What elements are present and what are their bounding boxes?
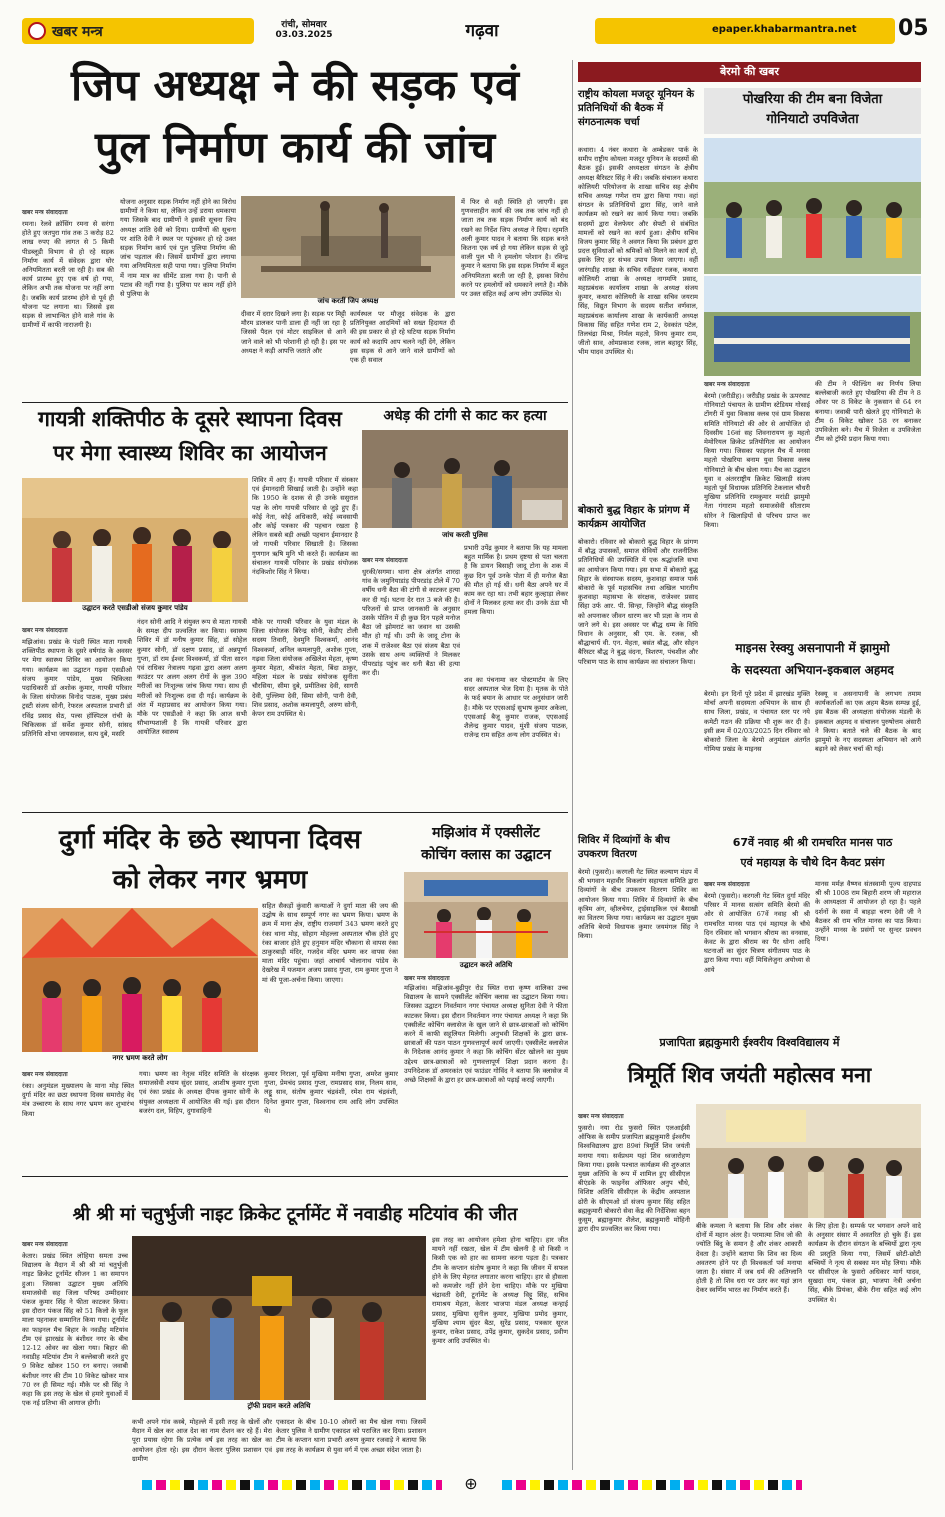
lead-col4: कार्यस्थल पर मौजूद संवेदक के द्वारा प्रतिनियुक्त आदमियों को सख्त हिदायत दी की इस प्रकार से हो रहे घटिया सड़क निर्माण कार्य को कदापि आप चलने नहीं देंगे, लेकिन इस सड़क से आने जाने वाले ग्रामीणों को एक ही सवाल (350, 310, 455, 365)
coaching-headline-line1: मझिआंव में एक्सीलेंट (432, 825, 540, 841)
lead-col1: रमना। रेलवे क्रॉसिंग रमना से सरंगा होते हुए जतपुरा गांव तक 3 करोड़ 82 लाख रुपए की लागत से 5 किमी पीडब्लूडी विभाग से हो रहे सड़क निर्माण कार्य में संवेदक द्वारा घोर अनियमितता बरती जा रही है। सब की कार्य प्रारम्भ हुए एक वर्ष हो गया, लेकिन अभी तक योजना पर नहीं लगा है। जबकि कार्य प्रारम्भ होने से पूर्व ही योजना पट लगाना था। जिससे इस सड़क से लाभान्वित होने वाले गांव के ग्रामीणों में काफी नाराजगी है। (22, 220, 114, 330)
murder-photo-caption: जांच करती पुलिस (442, 531, 488, 539)
coaching-headline-line2: कोचिंग क्लास का उद्घाटन (421, 847, 551, 863)
lead-photo-caption: जांच करतीं जिप अध्यक्ष (317, 297, 379, 305)
divider (22, 1176, 568, 1177)
page-number: 05 (898, 16, 929, 41)
gayatri-byline: खबर मन्त्र संवाददाता (22, 627, 68, 634)
jhamumo-text2: रेस्क्यू व असनापानी के लगभग तमाम कार्यकर्ताओं का एक अहम बैठक सम्पन्न हुई, इस बैठक की अध्यक्षता संयोजक मंडली के इकबाल अहमद व संचालन पुरुषोत्तम अंसारी ने किया। बताते चले की बैठक के बाद झामुमो के नए सदस्यता अभियान को आगे बढ़ाने को लेकर चर्चा की गई। (815, 690, 921, 754)
manas-byline: खबर मन्त्र संवाददाता (704, 881, 750, 888)
murder-col2: प्रभारी उपेंद्र कुमार ने बताया कि यह मामला बहुत मार्मिक है। प्रथम दृष्टया से पता चलता है कि डायन बिसाही जादू टोना के शक में कुछ दिन पूर्व उनके पोता में ही मनोज बैठा की मौत हो गई थी। धनी बैठा अपने घर में काम कर रहा था। तभी बहार कुल्हाड़ा लेकर दोनों ने मिलकर हत्या कर दी। उनके ठंडा भी हमला किया। (464, 544, 568, 617)
gayatri-photo-caption: उद्घाटन करते एसडीओ संजय कुमार पांडेय (82, 604, 188, 612)
gayatri-headline-line1: गायत्री शक्तिपीठ के दूसरे स्थापना दिवस (38, 407, 342, 431)
coaching-col1: मझिआंव। मझिआंव-बुढ़ीपुर रोड स्थित राधा कृष्ण वालिका उच्च विद्यालय के सामने एक्सीलेंट कोचिंग क्लास का उद्घाटन किया गया। जिसका उद्घाटन निवर्तमान नगर पंचायत अध्यक्ष सुनिता देवी ने फीता काटकर किया। इस दौरान निवर्तमान नगर पंचायत अध्यक्ष ने कहा कि एक्सीलेंट कोचिंग क्लासेज के खुल जाने से छात्र-छात्राओं को कोचिंग करने में काफी सहूलियत मिलेगी। अनुभवी शिक्षकों के द्वारा छात्र-छात्राओं की पठन पाठन गुणवत्तापूर्ण कार्य जाएगी। एक्सीलेंट क्लासेज के निदेशक आनंद कुमार ने कहा कि कोचिंग सेंटर खोलने का मुख्य उद्देश्य छात्र-छात्राओं को गुणवत्तापूर्ण शिक्षा प्रदान करना है। उपनिदेशक डॉ अमरकांत एवं फाउंडर गोविंद ने बताया कि क्लासेज में अच्छे शिक्षकों के द्वारा हर छात्र-छात्राओं को पढ़ाई कराई जाएगी। (404, 984, 568, 1085)
jhamumo-headline-line1: माइनस रेस्क्यु असनापानी में झामुमो (735, 641, 890, 655)
coaching-byline: खबर मन्त्र संवाददाता (404, 975, 450, 982)
lead-photo (241, 196, 455, 298)
jhamumo-headline-line2: के सदस्यता अभियान-इकबाल अहमद (731, 663, 894, 677)
lead-col2: योजना अनुसार सड़क निर्माण नहीं होने का विरोध ग्रामीणों ने किया था, लेकिन उन्हें डराया धमकाया गया जिसके बाद ग्रामीणों ने इसकी सूचना जिप अध्यक्ष शांति देवी को दिया। ग्रामीणों की सूचना पर शांति देवी ने स्थल पर पहुंचकर हो रहे उक्त सड़क निर्माण कार्य एवं पुल पुलिया निर्माण की जांच पड़ताल की। जिसमें ग्रामीणों द्वारा लगाया गया अनियमितता सही पाया गया। पुलिया निर्माण में नाम मात्र का सीमेंट डाला गया है। पानी से पटाव की नहीं गया है। पुलिया पर काम नहीं होने से पुलिया के (120, 198, 236, 299)
masthead-name: खबर मन्त्र (52, 24, 103, 40)
pokhariya-text: बेरमो (जरीडीह)। जरीडीह प्रखंड के ऊपरघाट गोनियाटो पंचायत के ग्रामीण स्टेडियम गोसाई टोंगरी में युवा विकास क्लब एवं ग्राम विकास समिति गोनियाटो की ओर से आयोजित दो दिवसीय 16वां सह शिवनारायण कु महतो मेमोरियल क्रिकेट प्रतियोगिता का आयोजन किया गया। जिसका फाइनल मैच में मनसा महतो पोखरिया बनाम युवा विकास क्लब गोनियाटो के बीच खेला गया। मैच का उद्घाटन युवा व अंतरराष्ट्रीय क्रिकेट खिलाड़ी संजय महतो पूर्व विधायक प्रतिनिधि टेकलाल चौधरी मुखिया प्रतिनिधि रामकुमार मरांडी झामुमो नेता गंगाराम महतो समाजसेवी सीताराम सोरेन ने खिलाड़ियों से परिचय प्राप्त कर किया। (704, 392, 810, 529)
footer-registration-marks (22, 1474, 921, 1496)
koyla-headline: राष्ट्रीय कोयला मजदूर यूनियन के प्रतिनिधियों की बैठक में संगठनात्मक चर्चा (578, 89, 695, 128)
murder-photo (362, 430, 568, 528)
shivjayanti-col3: के लिए होता है। सम्पर्क पर भगवान अपने वादे के अनुसार संसार में अवतरित हो चुके हैं। इस कार्यक्रम के दौरान संगठन के बच्चियों द्वारा नृत्य की प्रस्तुति किया गया, जिसमें छोटी-छोटी बच्चियों ने नृत्य से सबका मन मोह लिया। मौके पर सीसीएल के फुसरो अधिकार मार्ग यादव, सुखदा राम, पंकज झा, भाजपा नेत्री अर्चना सिंह, बीके प्रियंका, बीके रीना सहित कई लोग उपस्थित थे। (808, 1222, 921, 1304)
pokhariya-text2: की टीम ने फील्डिंग का निर्णय लिया बल्लेबाजी करते हुए पोखरिया की टीम ने 8 ओवर पर 8 विकेट के नुकसान से 64 रन बनाया। जवाबी पारी खेलते हुए गोनियाटो के टीम 6 विकेट खोकर 58 रन बनाकर उपविजेता बने। मैच में विजेता व उपविजेता टीम को ट्रॉफी प्रदान किया गया। (815, 380, 921, 444)
section-divider (572, 60, 573, 1470)
cricket-headline: श्री श्री मां चतुर्भुजी नाइट क्रिकेट टूर्नामेंट में नवाडीह मटियांव की जीत (72, 1204, 518, 1225)
coaching-photo (404, 872, 568, 958)
cricket-photo-caption: ट्रॉफी प्रदान करते अतिथि (247, 1402, 311, 1410)
murder-byline: खबर मन्त्र संवाददाता (362, 557, 408, 564)
murder-col3: शव का पंचनामा कर पोस्टमार्टम के लिए सदर अस्पताल भेज दिया है। मृतक के पोते के फर्द बयान के आधार पर अनुसंधान जारी है। मौके पर एएसआई सुभाष कुमार अकेला, एएसआई बैजू कुमार राजक, एएसआई शैलेन्द्र कुमार यादव, मुंशी संजय पाठक, राजेन्द्र राम सहित अन्य लोग उपस्थित थे। (464, 676, 568, 740)
pokhariya-byline: खबर मन्त्र संवाददाता (704, 381, 750, 388)
durga-col1: सहित सैकड़ों कुंवारी कन्याओं ने दुर्गा माता की जय की उद्घोष के साथ सम्पूर्ण नगर का भ्रमण किया। भ्रमण के क्रम में माना क्षेत्र, राष्ट्रीय राजमार्ग 343 भ्रमण करते हुए रंका थाना मोड़, सोहाग मोहल्ला अस्पताल चौक होते हुए रंका बाजार होते हुए हनुमान मंदिर चौकाना से वापस रंका ठाकुरबाड़ी मंदिर, गजदेव मंदिर भ्रमण कर वापस रंका माता मंदिर पहुंचा। जहां आचार्य भोलानाथ पांडेय के देखरेख में यजमान अजय प्रसाद गुप्ता, राम कुमार गुप्ता ने मां की पूजा-अर्चना किया। जाएगा। (262, 902, 398, 984)
masthead-bar (22, 14, 929, 48)
durga-headline-line1: दुर्गा मंदिर के छठे स्थापना दिवस (59, 825, 361, 855)
durga-photo (22, 908, 258, 1052)
lead-col5: में फिर से वही स्थिति हो जाएगी। इस गुणवत्ताहीन कार्य की जब तक जांच नहीं हो जाता तब तक सड़क निर्माण कार्य को बंद रखने का निर्देश जिप अध्यक्ष ने दिया। रहमति अली कुमार यादव ने बताया कि सड़क बनते कितना एक वर्ष हो गया लेकिन सड़क से जुड़े वाली पुल भी ने हमलोग परेशान है। रविन्द्र कुमार ने बताया कि इस सड़क निर्माण में बहुत अनियमितता बरती जा रही है, इसका विरोध करने पर हमलोगों को धमकाने लगते है। मौके पर उक्त संहित कई अन्य लोग उपस्थित थे। (461, 198, 568, 299)
cricket-col4: इस तरह का आयोजन हमेशा होना चाहिए। हार जीत मायने नहीं रखता, खेल में टीम खेलनी है वो किसी न किसी एक को हार का सामना करना पड़ता है। पत्रकार टीम के कप्तान संतोष कुमार ने कहा कि जीवन में सफल होने के लिए मेहनत लगातार करना चाहिए। हार से हौसला को कमजोर नहीं होने देना चाहिए। मौके पर मुखिया चंद्रावती देवी, टूर्नामेंट के अध्यक्ष विट्टू सिंह, सचिव रामाश्रय मेहता, केतार भाजपा मंडल अध्यक्ष कन्हाई प्रसाद, मुखिया सुनील कुमार, मुखिया प्रमोद कुमार, मुखिया श्याम सुंदर बैठा, सुरेंद्र प्रसाद, पत्रकार सूरज कुमार, राकेश प्रसाद, उपेंद्र कुमार, सुकदेव प्रसाद, प्रवीण कुमार आदि उपस्थित थे। (432, 1236, 568, 1346)
gayatri-col3: शिविर में आए हैं। गायत्री परिवार में संस्कार एवं ईमानदारी सिखाई जाती है। उन्होंने कहा कि 1950 के दशक से ही उनके ससुराल पक्ष के लोग गायत्री परिवार से जुड़े हुए हैं। कोई नेता, कोई अधिकारी, कोई व्यवसायी और कोई पत्रकार की पहचान रखता है लेकिन सबसे बड़ी अच्छी पहचान ईमानदार है जो गायत्री परिवार सिखाती है। जिसका गुणगान ऋषि मुनि भी करते हैं। कार्यक्रम का संचालन गायत्री परिवार के प्रखंड संयोजक नंदकिशोर सिंह ने किया। (252, 476, 358, 577)
bermo-section-label (578, 62, 921, 82)
murder-col1: धुरकी/सगमा। थाना क्षेत्र अंतर्गत शारदा गांव के जमुनियाडांड़ पीपरडांड़ टोले में 70 वर्षीय धनी बैठा की टांगी से काटकर हत्या कर दी गई। घटना देर रात 3 बजे की है। परिजनों से प्राप्त जानकारी के अनुसार उसके पोतिन में ही कुछ दिन पहले मनोज बैठा जो झोमराटं का जवान था उसकी मौत हो गई थी। उपी के जादू टोना के शक में राजेश्वर बैठा एवं संजय बैठा एवं उसके साथ अन्य व्यक्तियों ने मिलकर पीपरडांड़ पहुंच कर धनी बैठा की हत्या कर दी। (362, 568, 460, 678)
durga-byline: खबर मन्त्र संवाददाता (22, 1071, 68, 1078)
lead-col3: दीवार में दरार दिखने लगा है। सड़क पर मिट्टी मौरम डालकर पानी डाला ही नहीं जा रहा है जिससे पैदल एवं मोटर साइकिल से आने जाने वाले को भी परेशानी हो रही है। इस पर अध्यक्ष ने कड़ी आपत्ति जताते और (241, 310, 346, 355)
pokhariya-headline-line2: गोनियाटो उपविजेता (766, 112, 859, 127)
lead-headline-line2: पुल निर्माण कार्य की जांच (94, 123, 495, 173)
divyang-headline: शिविर में दिव्यांगों के बीच उपकरण वितरण (578, 835, 670, 860)
manas-text: बेरमो (फुसरो)। करगली गेट स्थित दुर्गा मंदिर परिसर में मानस सत्संग समिति बेरमो की ओर से आयोजित 67वें नवाह श्री श्री रामचरित मानस पाठ एवं महायज्ञ के चौथे दिन रविवार को भगवान श्रीराम का वनवास, केवट के द्वारा श्रीराम का पैर धोना आदि घटनाओं का सुंदर चित्रण संगीतमय पाठ के द्वारा किया गया। वहीं मिथिलेजुना अयोध्या से आये (704, 892, 810, 974)
shivjayanti-col1: फुसरो। नया रोड फुसरो स्थित एलआईसी ऑफिस के समीप प्रजापिता ब्रह्मकुमारी ईश्वरीय विश्वविद्यालय द्वारा 89वां त्रिमूर्ति शिव जयंती मनाया गया। सर्वप्रथम यहां शिव ध्वजारोहण किया गया। इसके पश्चात कार्यक्रम की शुरुआत मुख्य अतिथि के रूप में शामिल हुए सीसीएल बीएंडके के फाइनेंस ऑफिसर अनुप चौधे, विशिष्ट अतिथि सीसीएल के केंद्रीय अस्पताल ढोरी के सीएमओ डॉ संजय कुमार सिंह सहित ब्रह्मकुमारी बोकारो सेवा केंद्र की निर्देशिका बहन कुसुम, ब्रह्माकुमार शैलेश, ब्रह्मकुमारी मोहिनी द्वारा दीप प्रज्वलित कर किया गया। (578, 1124, 690, 1234)
gayatri-col1: मझिआंव। प्रखंड के पंडरी स्थित माता गायत्री शक्तिपीठ स्थापना के दूसरे वर्षगांठ के अवसर पर मेगा स्वास्थ्य शिविर का आयोजन किया गया। कार्यक्रम का उद्घाटन गढ़वा एसडीओ संजय कुमार पांडेय, मुख्य चिकित्सा पदाधिकारी डॉ अशोक कुमार, गायत्री परिवार के जिला संयोजक विनोद पाठक, मुख्य प्रबंध ट्रस्टी संजय सोनी, रेफरल अस्पताल प्रभारी डॉ रविंद्र प्रसाद सेठ, पल्स हॉस्पिटल रांची के चिकित्सक डॉ सर्वेश कुमार सोनी, सांसद प्रतिनिधि शोभा जायसवाल, सत्य दुबे, मसरि (22, 638, 132, 739)
header-district: गढ़वा (465, 21, 499, 41)
murder-headline: अधेड़ की टांगी से काट कर हत्या (383, 408, 547, 424)
bokaro-text: बोकारो। रविवार को बोकारो बुद्ध विहार के प्रांगण में बौद्ध उपासकों, समाज सेवियों और राजनीतिक प्रतिनिधियों की उपस्थिति में एक श्रद्धांजलि सभा का आयोजन किया गया। इस सभा में बोकारो बुद्ध विहार के संस्थापक सदस्य, कुशवाहा समाज पार्क बोकारो के पूर्व महासचिव तथा अखिल भारतीय कुशवाहा महासभा के संरक्षक, राजेश्वर प्रसाद सिंहा उर्फ आर. पी. सिन्हा, जिन्होंने बौद्ध संस्कृति को अपनाकर जीवन धारण कर भी प्रज्ञा के नाम से जाने लगे थे। इस अवसर पर बौद्ध धम्म के विधि विधान के अनुसार, श्री एम. के. रजक, श्री बौद्धाचार्य वी. एन. मेहता, बसंत बौद्ध, और सोहन बैरिस्टर बौद्ध ने बुद्ध वंदना, त्रिशरण, पंचशील और परित्राण पाठ के साथ कार्यक्रम का संचालन किया। (578, 538, 698, 666)
footer-crosshair-icon: ⊕ (464, 1474, 478, 1493)
cricket-photo (132, 1236, 426, 1400)
header-date: 03.03.2025 (275, 30, 333, 40)
cricket-col2: कभी अपने गांव कस्बे, मोहल्ले में इसी तरह के खेलों और मैदान में खेल कर आज देश का नाम रोशन कर रहे हैं। मेरा पूरा प्रयास रहेगा कि प्रत्येक वर्ष इस तरह का खेल का आयोजन होता रहे। इस दौरान केतार पुलिस प्रशासन एवं ग्रामीण (132, 1418, 272, 1463)
masthead-logo-icon (28, 22, 46, 40)
footer-color-dots-right (502, 1480, 802, 1490)
durga-lede: रंका। अनुमंडल मुख्यालय के माना मोड़ स्थित दुर्गा मंदिर का छठा स्थापना दिवस समारोह वेद मंत्र उच्चारण के साथ नगर भ्रमण कर शुभारंभ किया (22, 1082, 134, 1118)
manas-headline-line1: 67वें नवाह श्री श्री रामचरित मानस पाठ (732, 836, 893, 849)
cricket-col1: केतार। प्रखंड स्थित लोहिया समता उच्च विद्यालय के मैदान में श्री श्री मां चतुर्भुजी नाइट क्रिकेट टूर्नामेंट सीजन 1 का समापन हुआ। जिसका उद्घाटन मुख्य अतिथि समाजसेवी सह जिला परिषद उम्मीदवार पंकज कुमार सिंह ने फीता काटकर किया। इस दौरान पंकज सिंह को 51 किलो के फूल माला पहनाकर सम्मानित किया गया। टूर्नामेंट का फाइनल मैच बिहार के नवडीह मटियांव टीम एवं झारखंड के बंशीधर नगर के बीच 12-12 ओवर का खेला गया। बिहार की नवाडीह मटियांव टीम ने बल्लेबाजी करते हुए 9 विकेट खोकर 150 रन बनाए। जवाबी बंशीधर नगर की टीम 10 विकेट खोकर मात्र 70 रन ही सिमट गई। मौके पर श्री सिंह ने कहा कि इस तरह के खेल से हमारे युवाओं में एक नई प्रतिभा की आगाज होगी। (22, 1252, 128, 1408)
lead-headline-line1: जिप अध्यक्ष ने की सड़क एवं (71, 61, 519, 111)
header-place-day: रांची, सोमवार (281, 20, 327, 30)
pokhariya-photo-2 (704, 276, 921, 376)
shivjayanti-col2: बीके कमला ने बताया कि शिव और शंकर दोनों में महान अंतर है। परमात्मा शिव जो की ज्योति बिंदु के समान है और शंकर आकारी देवता है। उन्होंने बताया कि शिव का दिव्य अवतरण होने पर ही विश्वकर्ता पर्व मनाया जाता है। संसार में जब धर्म की अतिग्लानि होती है तो शिव धरा पर उतर कर यहां ज्ञान देकर स्वर्णिम भारत का निर्माण करते हैं। (696, 1222, 802, 1295)
jhamumo-text: बेरमो। इन दिनों पूरे प्रदेश में झारखंड मुक्ति मोर्चा अपनी सदस्यता अभियान के साथ ही साथ जिला, प्रखंड, व पंचायत स्तर पर नये कमेटी गठन की प्रक्रिया भी शुरू कर दी है। इसी क्रम में 02/03/2025 दिन रविवार को बोकारो जिला के बेरमो अनुमंडल अंतर्गत गोमिया प्रखंड के माइनस (704, 690, 810, 754)
cricket-byline: खबर मन्त्र संवाददाता (22, 1241, 68, 1248)
footer-color-dots-left (142, 1480, 442, 1490)
divyang-text: बेरमो (फुसरो)। करगली गेट स्थित कल्याण मंडप में श्री भगवान महावीर विकलांग सहायता समिति द्वारा दिव्यांगों के बीच उपकरण वितरण शिविर का आयोजन किया गया। शिविर में दिव्यांगों के बीच कृत्रिम अंग, व्हीलचेयर, ट्राईसाइकिल एवं बैसाखी का वितरण किया गया। कार्यक्रम का उद्घाटन मुख्य अतिथि बेरमो विधायक कुमार जयमंगल सिंह ने किया। (578, 868, 698, 941)
koyla-text: कथारा। 4 नंबर कथारा के अम्बेडकर पार्क के समीप राष्ट्रीय कोयला मजदूर यूनियन के सदस्यों की बैठक हुई। इसकी अध्यक्षता संगठन के क्षेत्रीय अध्यक्ष बैरिस्टर सिंह ने की। जबकि संचालन कथारा कोलियरी परियोजना के शाखा सचिव सह क्षेत्रीय सचिव अध्यक्ष गणेश राम द्वारा किया गया। वहां संगठन के प्रतिनिधियों द्वारा सिंह, जाने वाले कार्यक्रम को रखने का कार्य किया गया। जबकि सदस्यों द्वारा वेलफेयर और सेफ्टी से संबंधित मामलों को रखने का कार्य हुआ। क्षेत्रीय सचिव विजय कुमार सिंह ने अवगत किया कि प्रबंधन द्वारा प्रदत्त सुविधाओं को श्रमिकों को मिलने का कार्य हो, इसके लिए हर संभव उपाय किया जाएगा। वहीं जारंगडीह शाखा के सचिव रवींद्रधर रजक, कथारा कोलियरी शाखा के अध्यक्ष नागमणि प्रसाद, महाप्रबंधक कार्यालय शाखा के अध्यक्ष संजय कुमार, कथारा कोलियरी के शाखा सचिव जयराम सिंह, विद्युत विभाग के सदस्य सतीश वर्णवाल, महाप्रबंधक कार्यालय शाखा के कार्यकारी अध्यक्ष विकास सिंह सहित गणेश राम 2, देवकांत पटेल, तिलचंद्रा मिश्रा, निर्मल महतो, विनय कुमार राम, जीतो साव, ओमप्रकाश रजक, लाल बहादुर सिंह, भीम यादव उपस्थित थे। (578, 146, 698, 357)
gayatri-photo (22, 478, 248, 602)
lead-byline: खबर मन्त्र संवाददाता (22, 209, 68, 216)
gayatri-col4: मौके पर गायत्री परिवार के युवा मंडल के जिला संयोजक बिरेन्द्र सोनी, केडीए टोली सदस्य तिवारी, देवमुनि विश्वकर्मा, आनंद विश्वकर्मा, अनिल कमलापुरी, अशोक गुप्ता, गढ़वा जिला संयोजक अखिलेश मेहता, कृष्ण कुमार मेहता, श्रीकांत मेहता, बिंदा ठाकुर, महिला मंडल के प्रखंड संयोजक सुनीता चौरसिया, सीमा दुबे, प्रमीतिका देवी, सागरी देवी, पुल्लिमा देवी, सिमा सोनी, पानी देवी, शिव प्रसाद, अशोक कमलापुरी, अरुण सोनी, केपन राम उपस्थित थे। (252, 618, 358, 719)
bermo-section-label-text: बेरमो की खबर (720, 65, 779, 78)
gayatri-headline-line2: पर मेगा स्वास्थ्य शिविर का आयोजन (53, 441, 327, 465)
bokaro-headline: बोकारो बुद्ध विहार के प्रांगण में कार्यक्रम आयोजित (578, 505, 690, 530)
pokhariya-photo-1 (704, 138, 921, 274)
durga-col3: कुमार निराला, पूर्व मुखिया मनीषा गुप्ता, अमरेश कुमार गुप्ता, प्रेमचंद प्रसाद गुप्ता, रामप्रसाद साव, निलम साव, लड्डू साव, संतोष कुमार चंद्रवंशी, रमेश राम चंद्रवंशी, दिनेश कुमार गुप्ता, विश्वनाथ राम आदि लोग उपस्थित थे। (264, 1070, 398, 1115)
pokhariya-headline-line1: पोखरिया की टीम बना विजेता (742, 92, 883, 107)
epaper-url[interactable]: epaper.khabarmantra.net (712, 24, 857, 35)
durga-photo-caption: नगर भ्रमण करते लोग (112, 1054, 168, 1062)
durga-headline-line2: को लेकर नगर भ्रमण (112, 865, 308, 895)
coaching-photo-caption: उद्घाटन करते अतिथि (459, 961, 513, 969)
gayatri-col2: नंदन सोनी आदि ने संयुक्त रूप से माता गायत्री के समक्ष दीप प्रज्वलित कर किया। स्वास्थ्य शिविर में डॉ मनीष कुमार सिंह, डॉ सोहेल कुमार सोनी, डॉ दक्षण प्रसाद, डॉ अन्नपूर्णा गुप्ता, डॉ राम ईश्वर विश्वकर्मा, डॉ पीता सारन एवं राधिका नेत्रालय गढ़वा द्वारा अलग अलग काउंटर पर अलग अलग रोगों के कुल 390 मरीजों का निःशुल्क जांच किया गया। साथ ही मरीजों को निःशुल्क दवा दी गई। कार्यक्रम के अंत में महाप्रसाद का आयोजन किया गया। मौके पर एसडीओ ने कहा कि आज सभी सौभाग्यशाली है कि गायत्री परिवार द्वारा आयोजित स्वास्थ्य (137, 618, 247, 737)
shivjayanti-banner: प्रजापिता ब्रह्मकुमारी ईश्वरीय विश्वविद्यालय में (659, 1036, 840, 1049)
shivjayanti-headline: त्रिमूर्ति शिव जयंती महोत्सव मना (627, 1063, 872, 1087)
manas-text2: मानस मर्मज्ञ वैष्णव संतस्वामी पूज्य दाहपाड श्री श्री 1008 राम बिहारी शरण जी महाराज के आध्यक्षता में आयोजन हो रहा है। पहले दर्शनों के सवा में बाहड़ा चरण देवी जी ने बैठकर श्री राम चरित मानस का पाठ किया। उन्होंने मानस के प्रसंगों पर सुन्दर प्रवचन दिया। (815, 880, 921, 944)
shivjayanti-byline: खबर मन्त्र संवाददाता (578, 1113, 624, 1120)
manas-headline-line2: एवं महायज्ञ के चौथे दिन कैवट प्रसंग (740, 856, 885, 869)
durga-col2: गया। भ्रमण का नेतृत्व मंदिर समिति के संरक्षक समाजसेवी श्याम सुंदर प्रसाद, आशीष कुमार गुप्ता एवं रंका प्रखंड के अध्यक्ष दीपक कुमार सोनी के संयुक्त अध्यक्षता में आयोजित की गई। इस दौरान बजरंग दल, विहिप, दुगावाहिनी (139, 1070, 259, 1115)
divider (22, 402, 568, 403)
divider (22, 812, 568, 813)
cricket-col3: एकादश के बीच 10-10 ओवरों का मैच खेला गया। जिसमें केतार पुलिस ने ग्रामीण एकादश को पराजित कर दिया। प्रशासन टीम के कप्तान थाना प्रभारी अरुण कुमार रजवाड़े ने बताया कि इस तरह के कार्यक्रम से युवा वर्ग में एक अच्छा संदेश जाता है। (276, 1418, 426, 1454)
shivjayanti-photo (696, 1104, 921, 1218)
